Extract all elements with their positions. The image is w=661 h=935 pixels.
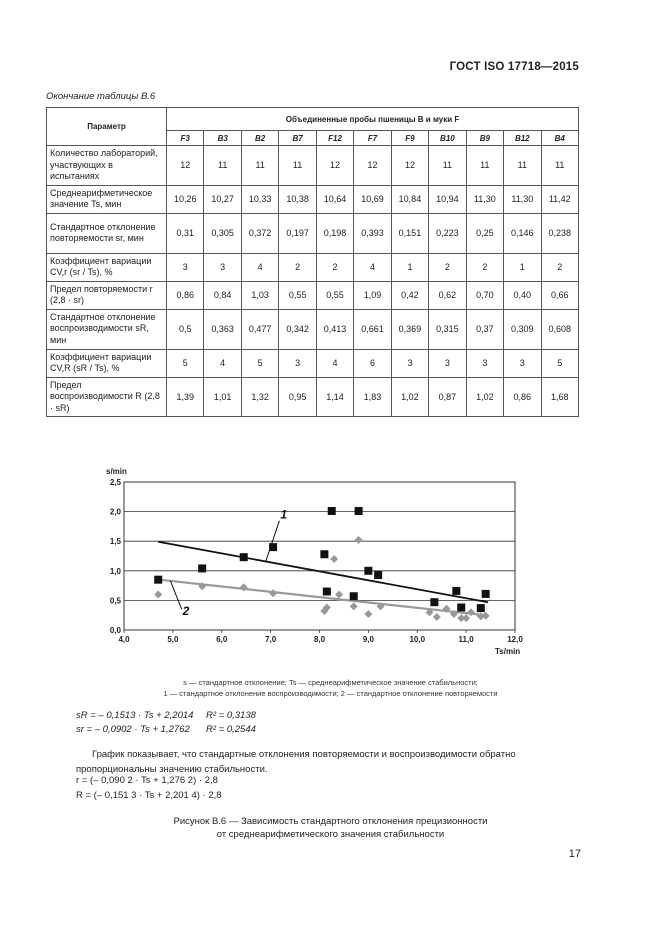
row-label: Стандартное отклонение повторяемости sr, мин <box>47 213 167 253</box>
table-cell: 0,37 <box>466 309 503 349</box>
table-cell: 3 <box>167 253 204 281</box>
column-header: F7 <box>354 131 391 146</box>
row-label: Среднеарифметическое значение Ts, мин <box>47 185 167 213</box>
table-cell: 1,83 <box>354 377 391 417</box>
table-cell: 0,238 <box>541 213 578 253</box>
data-point-diamond <box>364 610 372 618</box>
table-cell: 12 <box>354 146 391 186</box>
table-cell: 0,477 <box>241 309 278 349</box>
table-cell: 3 <box>504 349 541 377</box>
table-cell: 6 <box>354 349 391 377</box>
table-cell: 0,86 <box>167 281 204 309</box>
table-cell: 0,309 <box>504 309 541 349</box>
y-axis-label: s/min <box>106 467 127 476</box>
data-point-square <box>323 588 331 596</box>
table-cell: 2 <box>466 253 503 281</box>
data-point-square <box>154 576 162 584</box>
table-cell: 11,30 <box>504 185 541 213</box>
table-cell: 11 <box>504 146 541 186</box>
row-label: Количество лабораторий, участвующих в испытаниях <box>47 146 167 186</box>
row-label: Коэффициент вариации CV,r (sr / Ts), % <box>47 253 167 281</box>
table-cell: 3 <box>391 349 428 377</box>
table-cell: 2 <box>316 253 353 281</box>
x-tick-label: 6,0 <box>216 635 228 644</box>
table-cell: 0,31 <box>167 213 204 253</box>
table-cell: 0,151 <box>391 213 428 253</box>
table-cell: 0,62 <box>429 281 466 309</box>
column-header: B10 <box>429 131 466 146</box>
table-cell: 10,69 <box>354 185 391 213</box>
table-cell: 0,363 <box>204 309 241 349</box>
column-header: F12 <box>316 131 353 146</box>
y-tick-label: 2,0 <box>109 507 121 517</box>
table-row <box>47 213 579 253</box>
y-tick-label: 2,5 <box>109 478 121 487</box>
table-cell: 0,197 <box>279 213 316 253</box>
table-cell: 4 <box>354 253 391 281</box>
table-cell: 0,42 <box>391 281 428 309</box>
table-cell: 0,223 <box>429 213 466 253</box>
data-point-square <box>477 604 485 612</box>
table-cell: 10,26 <box>167 185 204 213</box>
data-point-diamond <box>355 536 363 544</box>
figure-caption-2: от среднеарифметического значения стабильности <box>216 829 445 840</box>
table-cell: 1,14 <box>316 377 353 417</box>
table-cell: 0,87 <box>429 377 466 417</box>
table-cell: 0,315 <box>429 309 466 349</box>
data-point-diamond <box>335 590 343 598</box>
column-header: B4 <box>541 131 578 146</box>
document-header: ГОСТ ISO 17718—2015 <box>449 61 579 73</box>
table-cell: 11 <box>279 146 316 186</box>
table-cell: 2 <box>279 253 316 281</box>
table-cell: 11 <box>204 146 241 186</box>
formula-r: r = (– 0,090 2 · Ts + 1,276 2) · 2,8 <box>76 775 218 786</box>
data-point-diamond <box>482 612 490 620</box>
table-cell: 12 <box>391 146 428 186</box>
column-header: B7 <box>279 131 316 146</box>
data-point-square <box>320 550 328 558</box>
table-cell: 11 <box>241 146 278 186</box>
x-tick-label: 9,0 <box>362 635 374 644</box>
data-point-square <box>457 604 465 612</box>
series-label-2: 2 <box>182 604 190 619</box>
table-cell: 0,40 <box>504 281 541 309</box>
figure-caption-1: Рисунок В.6 — Зависимость стандартного отклонения прецизионности <box>173 816 488 827</box>
data-point-diamond <box>433 613 441 621</box>
table-cell: 0,661 <box>354 309 391 349</box>
table-row <box>47 146 579 186</box>
paragraph: График показывает, что стандартные отклонения повторяемости и воспроизводимости обратно пропорциональны значению стабильности. <box>76 749 516 775</box>
data-point-square <box>430 598 438 606</box>
table-cell: 1,39 <box>167 377 204 417</box>
x-tick-label: 8,0 <box>313 635 326 644</box>
table-cell: 11 <box>541 146 578 186</box>
table-cell: 10,64 <box>316 185 353 213</box>
table-cell: 1 <box>504 253 541 281</box>
data-point-square <box>355 507 363 515</box>
table-cell: 2 <box>429 253 466 281</box>
table-cell: 0,413 <box>316 309 353 349</box>
equation-sR: sR = – 0,1513 · Ts + 2,2014 <box>76 710 194 721</box>
legend-line-1: s — стандартное отклонение; Ts — среднеарифметическое значение стабильности; <box>183 678 478 687</box>
table-cell: 1 <box>391 253 428 281</box>
row-label: Предел воспроизводимости R (2,8 · sR) <box>47 377 167 417</box>
equation-sr-r2: R² = 0,2544 <box>206 724 256 735</box>
x-tick-label: 4,0 <box>118 635 130 644</box>
table-cell: 10,27 <box>204 185 241 213</box>
table-cell: 5 <box>167 349 204 377</box>
x-axis-label: Ts/min <box>495 647 521 656</box>
table-row <box>47 185 579 213</box>
table-cell: 0,84 <box>204 281 241 309</box>
series-leader-2 <box>170 581 181 609</box>
table-cell: 11,30 <box>466 185 503 213</box>
x-tick-label: 7,0 <box>265 635 277 644</box>
precision-chart <box>90 462 530 662</box>
y-tick-label: 0,5 <box>109 596 121 606</box>
table-cell: 4 <box>241 253 278 281</box>
table-cell: 1,68 <box>541 377 578 417</box>
legend-line-2: 1 — стандартное отклонение воспроизводимости; 2 — стандартное отклонение повторяемости <box>163 689 498 698</box>
table-cell: 11 <box>466 146 503 186</box>
column-header: F3 <box>167 131 204 146</box>
equation-sR-r2: R² = 0,3138 <box>206 710 256 721</box>
data-point-diamond <box>154 590 162 598</box>
table-cell: 0,305 <box>204 213 241 253</box>
table-cell: 0,25 <box>466 213 503 253</box>
table-row <box>47 281 579 309</box>
table-cell: 0,393 <box>354 213 391 253</box>
table-cell: 1,02 <box>466 377 503 417</box>
table-cell: 1,32 <box>241 377 278 417</box>
data-point-diamond <box>350 602 358 610</box>
data-point-square <box>240 553 248 561</box>
row-label: Стандартное отклонение воспроизводимости sR, мин <box>47 309 167 349</box>
column-header: B9 <box>466 131 503 146</box>
data-point-diamond <box>462 614 470 622</box>
data-point-square <box>198 564 206 572</box>
series-label-1: 1 <box>280 507 288 522</box>
table-cell: 3 <box>466 349 503 377</box>
table-cell: 10,33 <box>241 185 278 213</box>
formula-R: R = (– 0,151 3 · Ts + 2,201 4) · 2,8 <box>76 790 222 801</box>
table-cell: 3 <box>204 253 241 281</box>
row-label: Предел повторяемости r (2,8 · sr) <box>47 281 167 309</box>
column-header: B3 <box>204 131 241 146</box>
column-header: B2 <box>241 131 278 146</box>
param-header: Параметр <box>47 108 167 146</box>
table-cell: 11,42 <box>541 185 578 213</box>
chart-points <box>154 507 489 622</box>
table-cell: 10,84 <box>391 185 428 213</box>
table-cell: 3 <box>279 349 316 377</box>
table-row <box>47 377 579 417</box>
table-cell: 12 <box>316 146 353 186</box>
x-tick-label: 5,0 <box>167 635 179 644</box>
table-cell: 0,342 <box>279 309 316 349</box>
table-cell: 4 <box>204 349 241 377</box>
table-row <box>47 253 579 281</box>
table-cell: 0,198 <box>316 213 353 253</box>
precision-table <box>46 107 579 417</box>
table-cell: 3 <box>429 349 466 377</box>
table-cell: 1,09 <box>354 281 391 309</box>
y-tick-label: 1,0 <box>109 566 121 576</box>
column-header: F9 <box>391 131 428 146</box>
x-tick-label: 11,0 <box>458 635 474 644</box>
chart-labels <box>106 467 523 656</box>
x-tick-label: 12,0 <box>507 635 523 644</box>
table-row <box>47 309 579 349</box>
equation-sr: sr = – 0,0902 · Ts + 1,2762 <box>76 724 190 735</box>
table-cell: 0,66 <box>541 281 578 309</box>
table-cell: 0,608 <box>541 309 578 349</box>
table-cell: 0,55 <box>279 281 316 309</box>
table-cell: 0,70 <box>466 281 503 309</box>
table-cell: 11 <box>429 146 466 186</box>
table-cell: 5 <box>241 349 278 377</box>
data-point-square <box>452 587 460 595</box>
table-caption: Окончание таблицы В.6 <box>46 91 156 102</box>
data-point-diamond <box>269 589 277 597</box>
table-row <box>47 349 579 377</box>
page-number: 17 <box>568 848 581 860</box>
table-cell: 2 <box>541 253 578 281</box>
table-cell: 0,86 <box>504 377 541 417</box>
row-label: Коэффициент вариации CV,R (sR / Ts), % <box>47 349 167 377</box>
data-point-square <box>328 507 336 515</box>
y-tick-label: 1,5 <box>109 537 121 547</box>
x-tick-label: 10,0 <box>409 635 426 644</box>
group-header: Объединенные пробы пшеницы B и муки F <box>167 108 579 131</box>
table-cell: 10,94 <box>429 185 466 213</box>
table-cell: 0,146 <box>504 213 541 253</box>
y-tick-label: 0,0 <box>109 626 121 635</box>
data-point-diamond <box>330 555 338 563</box>
data-point-square <box>482 590 490 598</box>
data-point-square <box>350 592 358 600</box>
table-cell: 12 <box>167 146 204 186</box>
table-cell: 4 <box>316 349 353 377</box>
table-cell: 0,372 <box>241 213 278 253</box>
table-cell: 0,5 <box>167 309 204 349</box>
column-header: B12 <box>504 131 541 146</box>
table-cell: 0,55 <box>316 281 353 309</box>
data-point-square <box>374 571 382 579</box>
table-cell: 1,01 <box>204 377 241 417</box>
table-cell: 0,95 <box>279 377 316 417</box>
table-cell: 0,369 <box>391 309 428 349</box>
table-cell: 10,38 <box>279 185 316 213</box>
table-cell: 5 <box>541 349 578 377</box>
data-point-square <box>364 567 372 575</box>
table-cell: 1,02 <box>391 377 428 417</box>
table-cell: 1,03 <box>241 281 278 309</box>
